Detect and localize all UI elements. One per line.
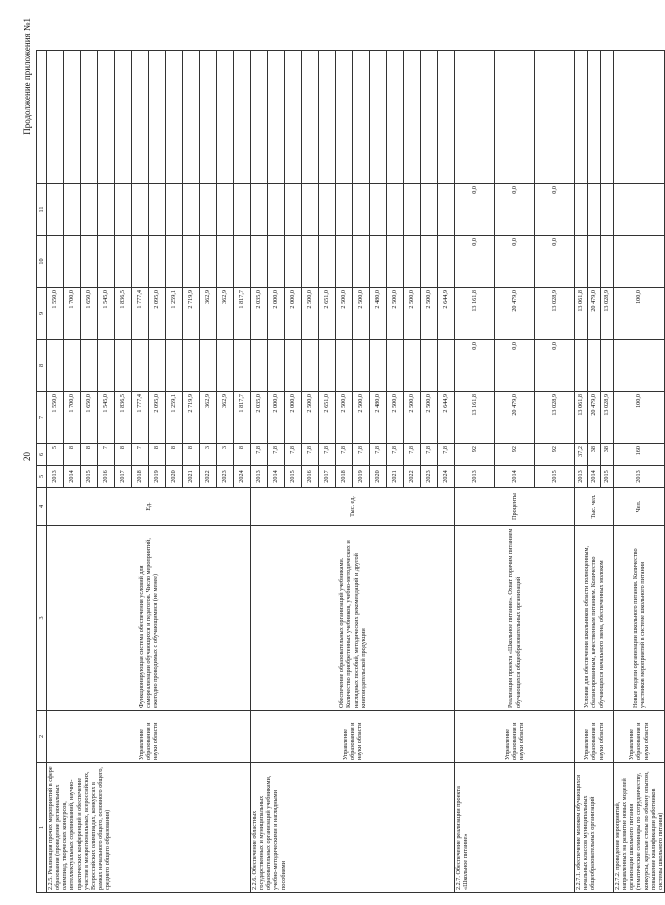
blank-cell <box>251 51 268 184</box>
activity-cell: 2.2.7.1. обеспечение молоком обучающихся начальных классов муниципальных общеобразовательных организаций <box>575 763 614 893</box>
indicator-value-cell: 7,8 <box>285 444 302 466</box>
indicator-value-cell: 5 <box>47 444 64 466</box>
blank-cell <box>149 51 166 184</box>
year-cell: 2013 <box>455 466 495 488</box>
col-num-7: 7 <box>37 392 47 444</box>
local-cell <box>588 236 601 288</box>
blank-cell <box>268 51 285 184</box>
year-cell: 2017 <box>115 466 132 488</box>
program-table <box>36 50 665 893</box>
federal-cell: 0,0 <box>535 340 575 392</box>
local-cell <box>319 236 336 288</box>
local-cell <box>370 236 387 288</box>
blank-cell <box>404 51 421 184</box>
regional-cell: 100,0 <box>614 288 665 340</box>
year-cell: 2013 <box>47 466 64 488</box>
blank-cell <box>64 51 81 184</box>
indicator-value-cell: 160 <box>614 444 665 466</box>
local-cell <box>47 236 64 288</box>
indicator-value-cell: 7,8 <box>404 444 421 466</box>
total-cell: 362,9 <box>217 392 234 444</box>
unit-cell: Тыс. ед. <box>251 488 455 526</box>
regional-cell: 13 061,8 <box>575 288 588 340</box>
other-cell <box>601 184 614 236</box>
blank-cell <box>588 51 601 184</box>
year-cell: 2016 <box>98 466 115 488</box>
year-cell: 2020 <box>166 466 183 488</box>
total-cell: 362,9 <box>200 392 217 444</box>
blank-cell <box>535 51 575 184</box>
col-num-1: 1 <box>37 763 47 893</box>
col-num-4: 4 <box>37 488 47 526</box>
year-cell: 2023 <box>217 466 234 488</box>
indicator-value-cell: 8 <box>183 444 200 466</box>
executor-cell: Управление образования и науки области <box>614 711 665 763</box>
regional-cell: 1 777,4 <box>132 288 149 340</box>
other-cell <box>370 184 387 236</box>
total-cell: 20 479,0 <box>588 392 601 444</box>
federal-cell <box>387 340 404 392</box>
other-cell <box>387 184 404 236</box>
col-num-11: 11 <box>37 184 47 236</box>
indicator-value-cell: 3 <box>217 444 234 466</box>
indicator-value-cell: 7,8 <box>421 444 438 466</box>
total-cell: 1 700,0 <box>64 392 81 444</box>
indicator-cell: Функционирующая система обеспечения условий для самореализации обучающихся и педагогов. Число мероприятий, ежегодно проводимых с обучающимися (не менее) <box>47 526 251 711</box>
regional-cell: 20 479,0 <box>588 288 601 340</box>
col-num-10: 10 <box>37 236 47 288</box>
blank-cell <box>495 51 535 184</box>
total-cell: 2 719,9 <box>183 392 200 444</box>
year-cell: 2024 <box>234 466 251 488</box>
federal-cell <box>438 340 455 392</box>
total-cell: 13 161,8 <box>455 392 495 444</box>
indicator-cell: Обеспечение образовательных организаций учебниками. Количество приобретенных учебников, учебно-методических и наглядных пособий, методических рекомендаций и другой книгоиздательской продукции <box>251 526 455 711</box>
indicator-value-cell: 8 <box>64 444 81 466</box>
indicator-value-cell: 38 <box>588 444 601 466</box>
year-cell: 2014 <box>268 466 285 488</box>
indicator-value-cell: 38 <box>601 444 614 466</box>
regional-cell: 2 719,9 <box>183 288 200 340</box>
regional-cell: 2 500,0 <box>421 288 438 340</box>
col-num-blank <box>37 51 47 184</box>
other-cell <box>302 184 319 236</box>
federal-cell <box>183 340 200 392</box>
indicator-value-cell: 7,8 <box>319 444 336 466</box>
other-cell <box>183 184 200 236</box>
year-cell: 2019 <box>353 466 370 488</box>
year-cell: 2024 <box>438 466 455 488</box>
blank-cell <box>47 51 64 184</box>
total-cell: 1 650,0 <box>81 392 98 444</box>
year-cell: 2018 <box>336 466 353 488</box>
executor-cell: Управление образования и науки области <box>575 711 614 763</box>
total-cell: 1 545,0 <box>98 392 115 444</box>
regional-cell: 13 028,9 <box>601 288 614 340</box>
other-cell <box>166 184 183 236</box>
activity-cell: 2.2.7. Обеспечение реализации проекта «Школьное питание» <box>455 763 575 893</box>
federal-cell <box>336 340 353 392</box>
local-cell: 0,0 <box>535 236 575 288</box>
federal-cell <box>404 340 421 392</box>
federal-cell <box>98 340 115 392</box>
other-cell <box>47 184 64 236</box>
regional-cell: 2 500,0 <box>302 288 319 340</box>
total-cell: 1 836,5 <box>115 392 132 444</box>
indicator-value-cell: 8 <box>234 444 251 466</box>
local-cell <box>251 236 268 288</box>
regional-cell: 1 259,1 <box>166 288 183 340</box>
indicator-value-cell: 37,2 <box>575 444 588 466</box>
activity-cell: 2.2.5. Реализация прочих мероприятий в сфере образования (проведение региональных олимпиад, творческих конкурсов, интеллектуальных соревнований, научно-практических конференций и обеспечение участия в межрегиональных, всероссийских, Всероссийских олимпиадах, конкурсах в рамках начального общего, основного общего, среднего общего образования) <box>47 763 251 893</box>
other-cell: 0,0 <box>495 184 535 236</box>
local-cell: 0,0 <box>455 236 495 288</box>
year-cell: 2014 <box>64 466 81 488</box>
other-cell <box>575 184 588 236</box>
indicator-value-cell: 7,8 <box>302 444 319 466</box>
table-row <box>455 51 495 893</box>
federal-cell <box>251 340 268 392</box>
table-row <box>251 51 268 893</box>
year-cell: 2015 <box>601 466 614 488</box>
indicator-cell: Условия для обеспечения школьников области полноценным, сбалансированным, качественным питанием. Количество обучающихся начального звена, обеспеченных молоком <box>575 526 614 711</box>
total-cell: 2 480,0 <box>370 392 387 444</box>
local-cell <box>302 236 319 288</box>
regional-cell: 2 644,9 <box>438 288 455 340</box>
other-cell <box>319 184 336 236</box>
local-cell <box>149 236 166 288</box>
year-cell: 2013 <box>251 466 268 488</box>
federal-cell <box>588 340 601 392</box>
blank-cell <box>438 51 455 184</box>
regional-cell: 1 650,0 <box>81 288 98 340</box>
unit-cell: Ед. <box>47 488 251 526</box>
total-cell: 1 777,4 <box>132 392 149 444</box>
indicator-value-cell: 8 <box>81 444 98 466</box>
federal-cell <box>268 340 285 392</box>
federal-cell <box>47 340 64 392</box>
federal-cell <box>217 340 234 392</box>
federal-cell <box>353 340 370 392</box>
regional-cell: 1 817,7 <box>234 288 251 340</box>
other-cell: 0,0 <box>455 184 495 236</box>
other-cell <box>438 184 455 236</box>
other-cell <box>200 184 217 236</box>
local-cell <box>217 236 234 288</box>
year-cell: 2016 <box>302 466 319 488</box>
year-cell: 2015 <box>285 466 302 488</box>
year-cell: 2015 <box>535 466 575 488</box>
federal-cell <box>200 340 217 392</box>
executor-cell: Управление образования и науки области <box>251 711 455 763</box>
total-cell: 2 651,0 <box>319 392 336 444</box>
blank-cell <box>81 51 98 184</box>
indicator-value-cell: 7,8 <box>370 444 387 466</box>
other-cell <box>614 184 665 236</box>
year-cell: 2021 <box>387 466 404 488</box>
local-cell <box>438 236 455 288</box>
year-cell: 2015 <box>81 466 98 488</box>
federal-cell <box>166 340 183 392</box>
indicator-value-cell: 7,8 <box>353 444 370 466</box>
local-cell <box>98 236 115 288</box>
unit-cell: Чел. <box>614 488 665 526</box>
other-cell <box>404 184 421 236</box>
local-cell <box>234 236 251 288</box>
year-cell: 2014 <box>495 466 535 488</box>
other-cell <box>64 184 81 236</box>
federal-cell <box>575 340 588 392</box>
regional-cell: 362,9 <box>200 288 217 340</box>
blank-cell <box>455 51 495 184</box>
indicator-value-cell: 8 <box>149 444 166 466</box>
indicator-value-cell: 92 <box>535 444 575 466</box>
year-cell: 2018 <box>132 466 149 488</box>
federal-cell: 0,0 <box>455 340 495 392</box>
federal-cell <box>81 340 98 392</box>
total-cell: 1 259,1 <box>166 392 183 444</box>
other-cell <box>285 184 302 236</box>
blank-cell <box>336 51 353 184</box>
other-cell <box>217 184 234 236</box>
blank-cell <box>200 51 217 184</box>
indicator-value-cell: 7,8 <box>251 444 268 466</box>
year-cell: 2014 <box>588 466 601 488</box>
regional-cell: 2 480,0 <box>370 288 387 340</box>
year-cell: 2017 <box>319 466 336 488</box>
blank-cell <box>421 51 438 184</box>
indicator-value-cell: 8 <box>166 444 183 466</box>
regional-cell: 2 000,0 <box>268 288 285 340</box>
blank-cell <box>370 51 387 184</box>
year-cell: 2020 <box>370 466 387 488</box>
year-cell: 2023 <box>421 466 438 488</box>
blank-cell <box>115 51 132 184</box>
table-row <box>614 51 665 893</box>
total-cell: 2 000,0 <box>268 392 285 444</box>
regional-cell: 1 836,5 <box>115 288 132 340</box>
indicator-value-cell: 92 <box>495 444 535 466</box>
regional-cell: 13 161,8 <box>455 288 495 340</box>
local-cell <box>200 236 217 288</box>
other-cell <box>115 184 132 236</box>
total-cell: 20 479,0 <box>495 392 535 444</box>
federal-cell <box>285 340 302 392</box>
federal-cell <box>302 340 319 392</box>
col-num-5: 5 <box>37 466 47 488</box>
federal-cell <box>370 340 387 392</box>
regional-cell: 1 545,0 <box>98 288 115 340</box>
other-cell <box>234 184 251 236</box>
year-cell: 2021 <box>183 466 200 488</box>
blank-cell <box>183 51 200 184</box>
local-cell <box>353 236 370 288</box>
year-cell: 2013 <box>575 466 588 488</box>
blank-cell <box>98 51 115 184</box>
federal-cell <box>132 340 149 392</box>
local-cell <box>336 236 353 288</box>
indicator-value-cell: 7,8 <box>336 444 353 466</box>
local-cell <box>64 236 81 288</box>
total-cell: 2 035,0 <box>251 392 268 444</box>
unit-cell: Тыс. чел. <box>575 488 614 526</box>
regional-cell: 2 500,0 <box>387 288 404 340</box>
indicator-value-cell: 7,8 <box>387 444 404 466</box>
other-cell <box>268 184 285 236</box>
federal-cell <box>115 340 132 392</box>
blank-cell <box>387 51 404 184</box>
regional-cell: 2 500,0 <box>404 288 421 340</box>
indicator-value-cell: 7 <box>132 444 149 466</box>
executor-cell: Управление образования и науки области <box>47 711 251 763</box>
total-cell: 2 000,0 <box>285 392 302 444</box>
total-cell: 2 500,0 <box>421 392 438 444</box>
federal-cell: 0,0 <box>495 340 535 392</box>
blank-cell <box>285 51 302 184</box>
total-cell: 13 028,9 <box>601 392 614 444</box>
unit-cell: Проценты <box>455 488 575 526</box>
local-cell <box>614 236 665 288</box>
total-cell: 13 061,8 <box>575 392 588 444</box>
regional-cell: 2 651,0 <box>319 288 336 340</box>
regional-cell: 2 095,0 <box>149 288 166 340</box>
activity-cell: 2.2.7.2. проведение мероприятий, направленных на развитие новых моделей организации школьного питания (тематические семинары по сотрудничеству, конкурсы, круглые столы по обмену опытом, повышение квалификации работников системы школьного питания) <box>614 763 665 893</box>
col-num-9: 9 <box>37 288 47 340</box>
regional-cell: 1 700,0 <box>64 288 81 340</box>
indicator-cell: Реализация проекта «Школьное питание». Охват горячим питанием обучающихся общеобразовательных организаций <box>455 526 575 711</box>
regional-cell: 2 000,0 <box>285 288 302 340</box>
indicator-value-cell: 7 <box>98 444 115 466</box>
local-cell <box>183 236 200 288</box>
indicator-value-cell: 3 <box>200 444 217 466</box>
blank-cell <box>614 51 665 184</box>
federal-cell <box>614 340 665 392</box>
total-cell: 2 500,0 <box>336 392 353 444</box>
blank-cell <box>217 51 234 184</box>
regional-cell: 1 550,0 <box>47 288 64 340</box>
total-cell: 2 644,9 <box>438 392 455 444</box>
year-cell: 2022 <box>200 466 217 488</box>
other-cell <box>132 184 149 236</box>
local-cell <box>421 236 438 288</box>
year-cell: 2019 <box>149 466 166 488</box>
total-cell: 2 500,0 <box>353 392 370 444</box>
other-cell: 0,0 <box>535 184 575 236</box>
other-cell <box>353 184 370 236</box>
regional-cell: 2 500,0 <box>336 288 353 340</box>
federal-cell <box>149 340 166 392</box>
blank-cell <box>234 51 251 184</box>
blank-cell <box>166 51 183 184</box>
total-cell: 2 500,0 <box>302 392 319 444</box>
year-cell: 2013 <box>614 466 665 488</box>
regional-cell: 362,9 <box>217 288 234 340</box>
local-cell <box>132 236 149 288</box>
federal-cell <box>319 340 336 392</box>
total-cell: 2 095,0 <box>149 392 166 444</box>
other-cell <box>251 184 268 236</box>
blank-cell <box>601 51 614 184</box>
local-cell <box>575 236 588 288</box>
local-cell <box>387 236 404 288</box>
activity-cell: 2.2.6. Обеспечение областных государственных и муниципальных образовательных организаций учебниками, учебно-методическими и наглядными пособиями <box>251 763 455 893</box>
other-cell <box>149 184 166 236</box>
federal-cell <box>234 340 251 392</box>
col-num-3: 3 <box>37 526 47 711</box>
col-num-2: 2 <box>37 711 47 763</box>
blank-cell <box>319 51 336 184</box>
total-cell: 1 817,7 <box>234 392 251 444</box>
federal-cell <box>64 340 81 392</box>
indicator-value-cell: 7,8 <box>438 444 455 466</box>
year-cell: 2022 <box>404 466 421 488</box>
federal-cell <box>601 340 614 392</box>
federal-cell <box>421 340 438 392</box>
regional-cell: 2 500,0 <box>353 288 370 340</box>
local-cell <box>115 236 132 288</box>
total-cell: 2 500,0 <box>404 392 421 444</box>
table-row <box>47 51 64 893</box>
blank-cell <box>353 51 370 184</box>
other-cell <box>336 184 353 236</box>
total-cell: 13 028,9 <box>535 392 575 444</box>
indicator-cell: Новые модели организации школьного питания. Количество участников мероприятий в системе школьного питания <box>614 526 665 711</box>
indicator-value-cell: 92 <box>455 444 495 466</box>
blank-cell <box>302 51 319 184</box>
total-cell: 1 550,0 <box>47 392 64 444</box>
executor-cell: Управление образования и науки области <box>455 711 575 763</box>
local-cell <box>166 236 183 288</box>
local-cell <box>285 236 302 288</box>
appendix-label: Продолжение приложения №1 <box>22 18 32 135</box>
col-num-8: 8 <box>37 340 47 392</box>
indicator-value-cell: 7,8 <box>268 444 285 466</box>
table-row <box>575 51 588 893</box>
total-cell: 2 500,0 <box>387 392 404 444</box>
local-cell: 0,0 <box>495 236 535 288</box>
regional-cell: 2 035,0 <box>251 288 268 340</box>
local-cell <box>601 236 614 288</box>
blank-cell <box>575 51 588 184</box>
other-cell <box>98 184 115 236</box>
other-cell <box>421 184 438 236</box>
other-cell <box>588 184 601 236</box>
other-cell <box>81 184 98 236</box>
regional-cell: 13 028,9 <box>535 288 575 340</box>
total-cell: 100,0 <box>614 392 665 444</box>
page-number: 20 <box>22 452 32 461</box>
col-num-6: 6 <box>37 444 47 466</box>
column-number-row <box>37 51 47 893</box>
blank-cell <box>132 51 149 184</box>
regional-cell: 20 479,0 <box>495 288 535 340</box>
local-cell <box>268 236 285 288</box>
local-cell <box>81 236 98 288</box>
local-cell <box>404 236 421 288</box>
indicator-value-cell: 8 <box>115 444 132 466</box>
